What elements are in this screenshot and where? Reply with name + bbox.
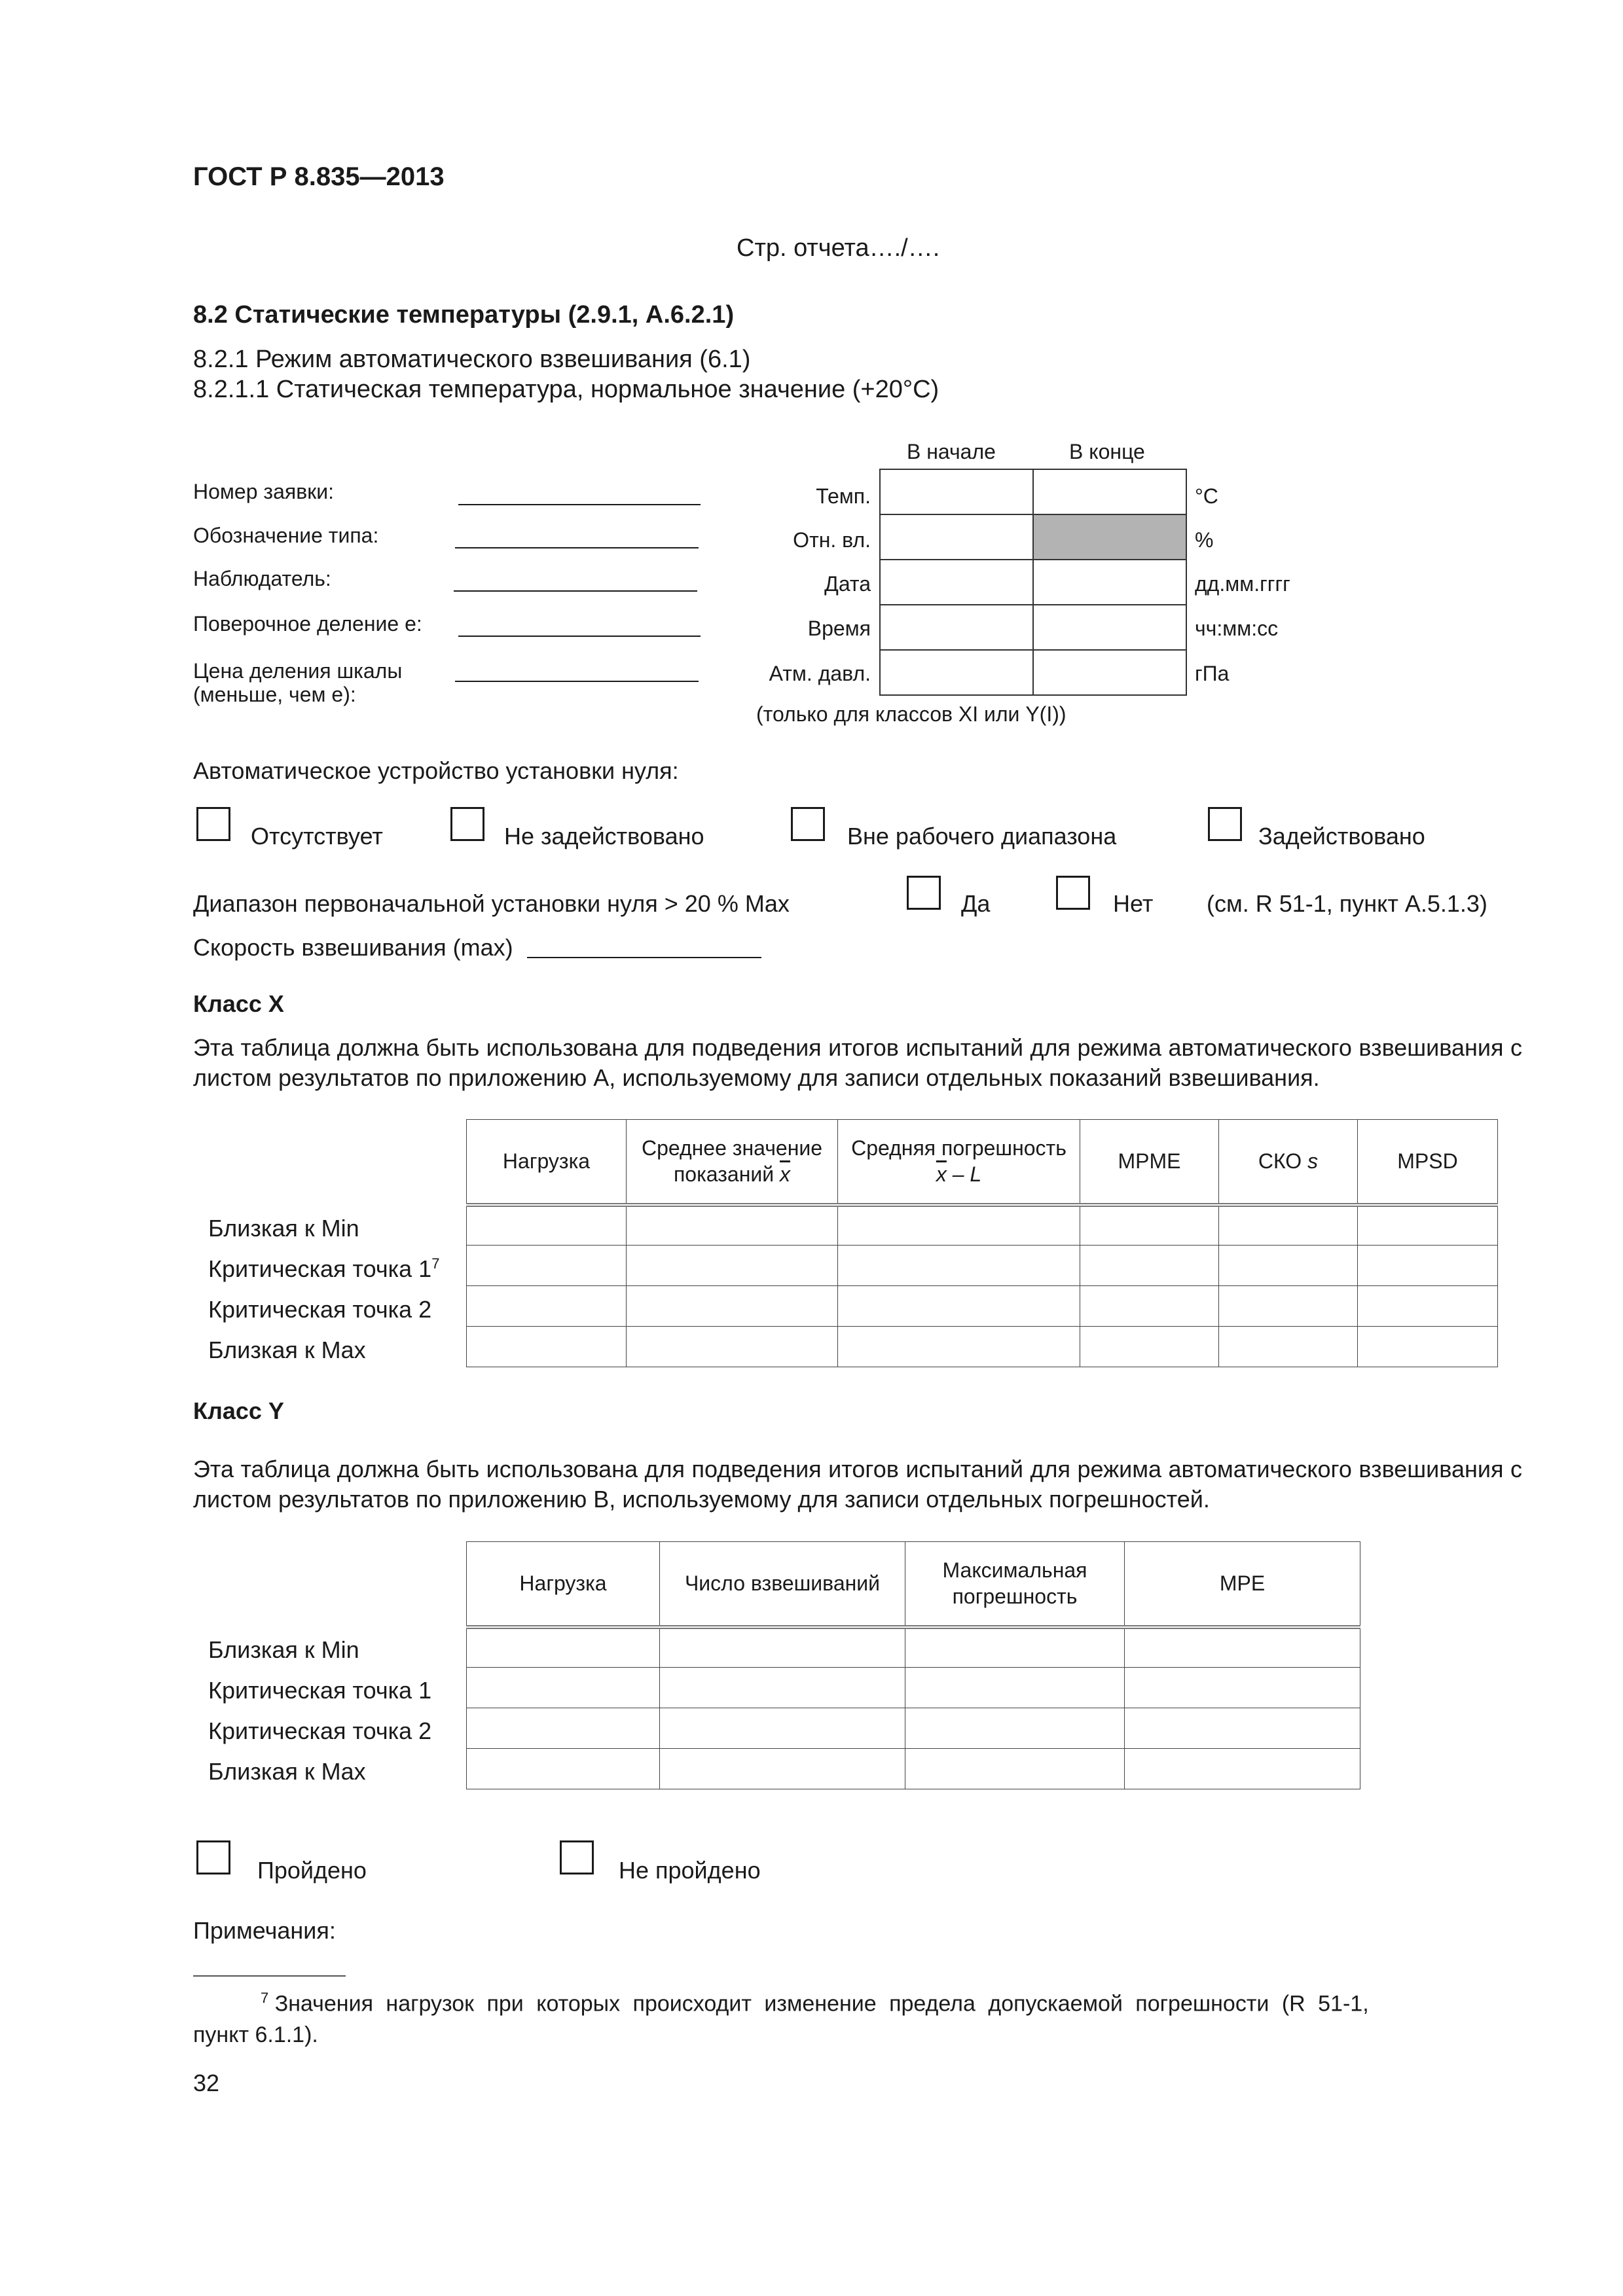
not-engaged-label: Не задействовано xyxy=(504,823,704,850)
class-x-col-load: Нагрузка xyxy=(467,1120,627,1205)
humidity-unit: % xyxy=(1195,528,1214,552)
table-cell[interactable] xyxy=(660,1708,905,1749)
class-y-col-count: Число взвешиваний xyxy=(660,1542,905,1627)
class-x-description: Эта таблица должна быть использована для подведения итогов испытаний для режима автоматического взвешивания с листом результатов по приложению А, используемому для записи отдельных показаний взвешивания. xyxy=(193,1034,1522,1091)
scale-interval-field[interactable] xyxy=(455,681,699,682)
date-end-cell[interactable] xyxy=(1033,560,1186,605)
zero-range-yes-label: Да xyxy=(961,890,991,917)
table-cell[interactable] xyxy=(627,1327,838,1367)
table-cell[interactable] xyxy=(627,1246,838,1286)
conditions-note: (только для классов XI или Y(I)) xyxy=(756,702,1067,726)
section-title: 8.2 Статические температуры (2.9.1, А.6.2.1) xyxy=(193,301,735,329)
table-cell[interactable] xyxy=(905,1708,1125,1749)
footnote-separator xyxy=(193,1975,346,1977)
table-cell[interactable] xyxy=(905,1627,1125,1668)
engaged-label: Задействовано xyxy=(1258,823,1425,850)
class-x-col-mean-text: показаний xyxy=(673,1162,775,1187)
table-cell[interactable] xyxy=(1358,1286,1498,1327)
table-cell[interactable] xyxy=(1080,1246,1219,1286)
page-number: 32 xyxy=(193,2070,220,2096)
table-cell[interactable] xyxy=(838,1205,1080,1246)
application-number-field[interactable] xyxy=(458,504,701,505)
end-column-header: В конце xyxy=(1069,440,1145,463)
table-cell[interactable] xyxy=(467,1708,660,1749)
class-y-description: Эта таблица должна быть использована для подведения итогов испытаний для режима автоматического взвешивания с листом результатов по приложению В, используемому для записи отдельных погрешностей. xyxy=(193,1456,1522,1513)
table-cell[interactable] xyxy=(467,1627,660,1668)
class-x-row-near-max: Близкая к Max xyxy=(208,1336,366,1363)
pressure-unit: гПа xyxy=(1195,662,1230,685)
time-end-cell[interactable] xyxy=(1033,605,1186,650)
class-y-row-critical-2: Критическая точка 2 xyxy=(208,1717,432,1744)
table-cell[interactable] xyxy=(660,1668,905,1708)
footnote-mark: 7 xyxy=(431,1255,440,1272)
type-designation-label: Обозначение типа: xyxy=(193,524,379,547)
class-x-col-error-formula: – L xyxy=(946,1162,982,1187)
temperature-start-cell[interactable] xyxy=(880,469,1033,514)
table-cell[interactable] xyxy=(1125,1627,1360,1668)
class-x-col-mean-line1: Среднее значение xyxy=(641,1136,823,1160)
observer-field[interactable] xyxy=(454,590,697,592)
humidity-start-cell[interactable] xyxy=(880,514,1033,560)
class-x-col-mpme: MPME xyxy=(1080,1120,1219,1205)
scale-interval-label: Цена деления шкалы xyxy=(193,659,403,683)
absent-checkbox[interactable] xyxy=(196,807,230,841)
class-x-table xyxy=(466,1119,1498,1367)
verification-interval-label: Поверочное деление е: xyxy=(193,612,422,636)
weighing-speed-field[interactable] xyxy=(527,957,761,958)
zero-device-title: Автоматическое устройство установки нуля: xyxy=(193,757,679,784)
table-cell[interactable] xyxy=(1080,1205,1219,1246)
zero-range-yes-checkbox[interactable] xyxy=(907,876,941,910)
out-of-range-checkbox[interactable] xyxy=(791,807,825,841)
table-cell[interactable] xyxy=(1125,1749,1360,1789)
class-x-row-critical-2: Критическая точка 2 xyxy=(208,1296,432,1323)
table-cell[interactable] xyxy=(1125,1668,1360,1708)
x-bar-symbol: $\overline{x}$ xyxy=(936,1162,947,1187)
table-cell[interactable] xyxy=(660,1749,905,1789)
conditions-grid xyxy=(879,469,1187,696)
table-cell[interactable] xyxy=(838,1246,1080,1286)
class-x-row-critical-1 xyxy=(208,1255,439,1283)
application-number-label: Номер заявки: xyxy=(193,480,334,503)
class-y-title: Класс Y xyxy=(193,1397,284,1424)
table-cell[interactable] xyxy=(467,1749,660,1789)
subsection-title: 8.2.1 Режим автоматического взвешивания (6.1) xyxy=(193,346,751,373)
time-start-cell[interactable] xyxy=(880,605,1033,650)
temperature-end-cell[interactable] xyxy=(1033,469,1186,514)
class-y-row-critical-1: Критическая точка 1 xyxy=(208,1677,432,1704)
date-start-cell[interactable] xyxy=(880,560,1033,605)
table-cell[interactable] xyxy=(467,1327,627,1367)
class-y-col-max-error xyxy=(905,1542,1125,1627)
time-label: Время xyxy=(807,617,871,640)
footnote-line-2: пункт 6.1.1). xyxy=(193,2022,318,2047)
class-y-col-load: Нагрузка xyxy=(467,1542,660,1627)
passed-label: Пройдено xyxy=(257,1857,367,1884)
table-cell[interactable] xyxy=(660,1627,905,1668)
humidity-label: Отн. вл. xyxy=(793,528,871,552)
table-cell[interactable] xyxy=(1080,1286,1219,1327)
table-cell[interactable] xyxy=(627,1205,838,1246)
table-cell[interactable] xyxy=(1358,1246,1498,1286)
date-label: Дата xyxy=(824,572,871,596)
class-y-col-max-error-line1: Максимальная xyxy=(942,1558,1087,1583)
weighing-speed-label: Скорость взвешивания (max) xyxy=(193,934,513,961)
zero-range-reference: (см. R 51-1, пункт А.5.1.3) xyxy=(1207,890,1487,917)
class-y-table xyxy=(466,1541,1360,1789)
class-y-row-near-max: Близкая к Max xyxy=(208,1758,366,1785)
table-cell[interactable] xyxy=(1219,1246,1358,1286)
time-unit: чч:мм:сс xyxy=(1195,617,1279,640)
table-cell[interactable] xyxy=(1125,1708,1360,1749)
table-cell[interactable] xyxy=(1358,1205,1498,1246)
table-cell[interactable] xyxy=(838,1327,1080,1367)
pressure-start-cell[interactable] xyxy=(880,650,1033,695)
out-of-range-label: Вне рабочего диапазона xyxy=(847,823,1117,850)
table-cell[interactable] xyxy=(1219,1327,1358,1367)
pressure-end-cell[interactable] xyxy=(1033,650,1186,695)
class-y-col-mpe: MPE xyxy=(1125,1542,1360,1627)
zero-range-label: Диапазон первоначальной установки нуля > 20 % Max xyxy=(193,890,790,917)
class-x-title: Класс X xyxy=(193,990,284,1017)
observer-label: Наблюдатель: xyxy=(193,567,331,590)
class-x-col-mean-line2 xyxy=(630,1161,833,1187)
footnote-mark: 7 xyxy=(261,1990,269,2006)
failed-checkbox[interactable] xyxy=(560,1840,594,1874)
class-x-col-error xyxy=(838,1120,1080,1205)
class-y-row-near-min: Близкая к Min xyxy=(208,1636,359,1663)
absent-label: Отсутствует xyxy=(251,823,383,850)
table-cell[interactable] xyxy=(467,1286,627,1327)
class-x-col-mpsd: MPSD xyxy=(1358,1120,1498,1205)
humidity-end-cell xyxy=(1033,514,1186,560)
temperature-unit: °С xyxy=(1195,484,1218,508)
s-symbol: s xyxy=(1307,1149,1319,1174)
footnote-text: Значения нагрузок при которых происходит изменение предела допускаемой погрешности (R 51-1, xyxy=(274,1991,1369,2017)
start-column-header: В начале xyxy=(907,440,996,463)
class-y-col-max-error-line2: погрешность xyxy=(952,1585,1078,1609)
type-designation-field[interactable] xyxy=(455,547,699,548)
report-page-label: Стр. отчета…./…. xyxy=(737,234,940,262)
table-cell[interactable] xyxy=(467,1668,660,1708)
table-cell[interactable] xyxy=(1358,1327,1498,1367)
table-cell[interactable] xyxy=(467,1246,627,1286)
x-bar-symbol: $\overline{x}$ xyxy=(780,1162,791,1187)
table-cell[interactable] xyxy=(905,1668,1125,1708)
failed-label: Не пройдено xyxy=(619,1857,761,1884)
zero-range-no-checkbox[interactable] xyxy=(1056,876,1090,910)
zero-range-no-label: Нет xyxy=(1113,890,1154,917)
scale-interval-label-2: (меньше, чем е): xyxy=(193,683,356,706)
class-x-col-mean xyxy=(627,1120,838,1205)
notes-label: Примечания: xyxy=(193,1917,336,1944)
class-x-row-near-min: Близкая к Min xyxy=(208,1215,359,1242)
footnote-line-1 xyxy=(261,1990,1498,2017)
table-cell[interactable] xyxy=(905,1749,1125,1789)
standard-number: ГОСТ Р 8.835—2013 xyxy=(193,162,445,191)
table-cell[interactable] xyxy=(838,1286,1080,1327)
table-cell[interactable] xyxy=(1080,1327,1219,1367)
class-x-col-sko-text: СКО xyxy=(1258,1149,1302,1174)
class-x-col-error-line2 xyxy=(842,1161,1076,1187)
table-cell[interactable] xyxy=(1219,1286,1358,1327)
passed-checkbox[interactable] xyxy=(196,1840,230,1874)
class-x-col-error-line1: Средняя погрешность xyxy=(851,1136,1067,1160)
engaged-checkbox[interactable] xyxy=(1208,807,1242,841)
temperature-label: Темп. xyxy=(816,484,871,508)
date-unit: дд.мм.гггг xyxy=(1195,572,1290,596)
subsubsection-title: 8.2.1.1 Статическая температура, нормальное значение (+20°С) xyxy=(193,376,939,403)
pressure-label: Атм. давл. xyxy=(769,662,871,685)
verification-interval-field[interactable] xyxy=(458,636,701,637)
table-cell[interactable] xyxy=(467,1205,627,1246)
class-x-col-sko xyxy=(1219,1120,1358,1205)
table-cell[interactable] xyxy=(627,1286,838,1327)
table-cell[interactable] xyxy=(1219,1205,1358,1246)
class-x-row-critical-1-text: Критическая точка 1 xyxy=(208,1255,432,1282)
not-engaged-checkbox[interactable] xyxy=(450,807,484,841)
